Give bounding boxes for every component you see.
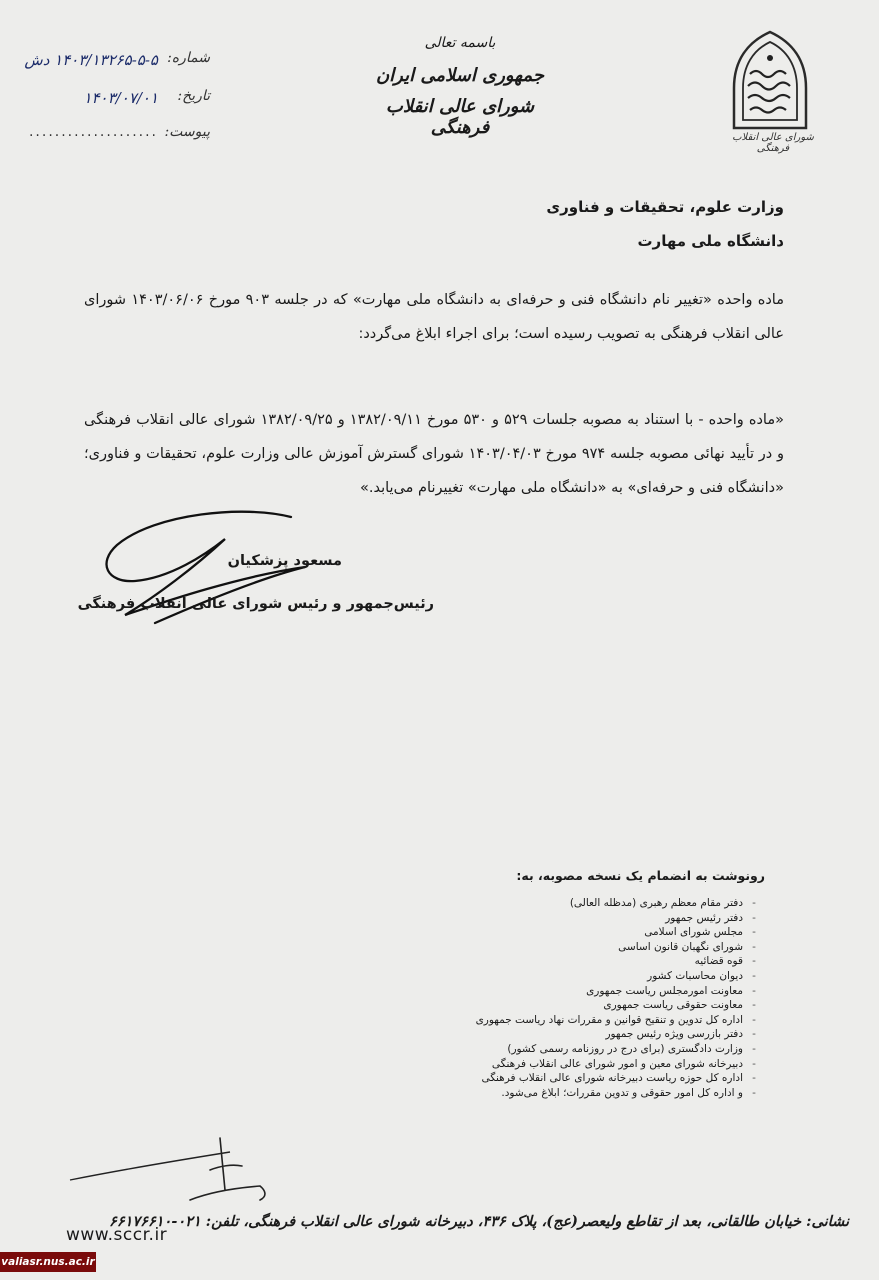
list-item: -اداره کل حوزه ریاست دبیرخانه شورای عالی انقلاب فرهنگی — [481, 1072, 756, 1085]
council-name: شورای عالی انقلاب فرهنگی — [385, 96, 535, 138]
number-label: شماره: — [167, 50, 210, 66]
attachment-label: پیوست: — [164, 124, 210, 140]
list-item: -دیوان محاسبات کشور — [647, 969, 756, 982]
list-item: -و اداره کل امور حقوقی و تدوین مقررات؛ ابلاغ می‌شود. — [501, 1086, 756, 1099]
resolution-text: «ماده واحده - با استناد به مصوبه جلسات ۵۲۹ و ۵۳۰ مورخ ۱۳۸۲/۰۹/۱۱ و ۱۳۸۲/۰۹/۲۵ شورای عالی انقلاب فرهنگی و در تأیید نهائی مصوبه جلسه ۹۷۴ مورخ ۱۴۰۳/۰۴/۰۳ شورای گسترش آموزش عالی وزارت علوم، تحقیقات و فناوری؛ «دانشگاه فنی و حرفه‌ای» به «دانشگاه ملی مهارت» تغییرنام می‌یابد.» — [84, 412, 784, 496]
attachment-value: .................... — [28, 124, 158, 140]
council-emblem — [720, 28, 820, 148]
source-watermark: valiasr.nus.ac.ir — [0, 1252, 96, 1272]
list-item: -وزارت دادگستری (برای درج در روزنامه رسمی کشور) — [507, 1042, 756, 1055]
recipient-university: دانشگاه ملی مهارت — [637, 232, 784, 250]
list-item: -اداره کل تدوین و تنقیح قوانین و مقررات نهاد ریاست جمهوری — [475, 1013, 756, 1026]
list-item: -شورای نگهبان قانون اساسی — [618, 940, 756, 953]
list-item: -قوه قضائیه — [694, 955, 756, 968]
signer-name: مسعود پزشکیان — [227, 553, 342, 569]
resolution-intro: ماده واحده «تغییر نام دانشگاه فنی و حرفه‌ای به دانشگاه ملی مهارت» که در جلسه ۹۰۳ مورخ ۱۴۰۳/۰۶/۰۶ شورای عالی انقلاب فرهنگی به تصویب رسیده است؛ برای اجراء ابلاغ می‌گردد: — [84, 292, 784, 342]
secretariat-initials — [60, 1130, 290, 1210]
letter-number: ۱۴۰۳/۱۳۲۶۵-۵-۵ دش — [24, 51, 158, 69]
attachment-row — [0, 124, 210, 148]
recipient-ministry: وزارت علوم، تحقیقات و فناوری — [546, 198, 784, 216]
signer-title: رئیس‌جمهور و رئیس شورای عالی انقلاب فرهنگی — [77, 596, 434, 612]
footer-address: نشانی: خیابان طالقانی، بعد از تقاطع ولیعصر(عج)، پلاک ۴۳۶، دبیرخانه شورای عالی انقلاب فرهنگی، تلفن: ۰۲۱-۶۶۱۷۶۶۱۰ — [109, 1213, 849, 1230]
list-item: -دفتر مقام معظم رهبری (مدظله العالی) — [569, 897, 756, 909]
list-item: -دفتر رئیس جمهور — [665, 911, 756, 924]
letter-number-row — [0, 50, 210, 74]
emblem-caption: شورای عالی انقلاب فرهنگی — [732, 132, 814, 154]
letter-date: ۱۴۰۳/۰۷/۰۱ — [83, 89, 158, 107]
invocation: باسمه تعالی — [424, 35, 496, 51]
list-item: -دفتر بازرسی ویژه رئیس جمهور — [605, 1028, 756, 1041]
list-item: -معاونت حقوقی ریاست جمهوری — [603, 999, 756, 1012]
list-item: -مجلس شورای اسلامی — [644, 926, 756, 939]
date-label: تاریخ: — [177, 88, 210, 104]
list-item: -دبیرخانه شورای معین و امور شورای عالی انقلاب فرهنگی — [491, 1057, 756, 1070]
letter-date-row — [0, 88, 210, 112]
list-item: -معاونت امورمجلس ریاست جمهوری — [586, 984, 756, 997]
country-name: جمهوری اسلامی ایران — [375, 65, 545, 86]
letterhead-title — [360, 35, 560, 138]
website-link[interactable]: www.sccr.ir — [66, 1225, 168, 1245]
emblem-graphic — [720, 28, 820, 148]
copy-recipients-heading: رونوشت به انضمام یک نسخه مصوبه، به: — [516, 868, 765, 883]
copy-recipients-list — [341, 896, 761, 1100]
